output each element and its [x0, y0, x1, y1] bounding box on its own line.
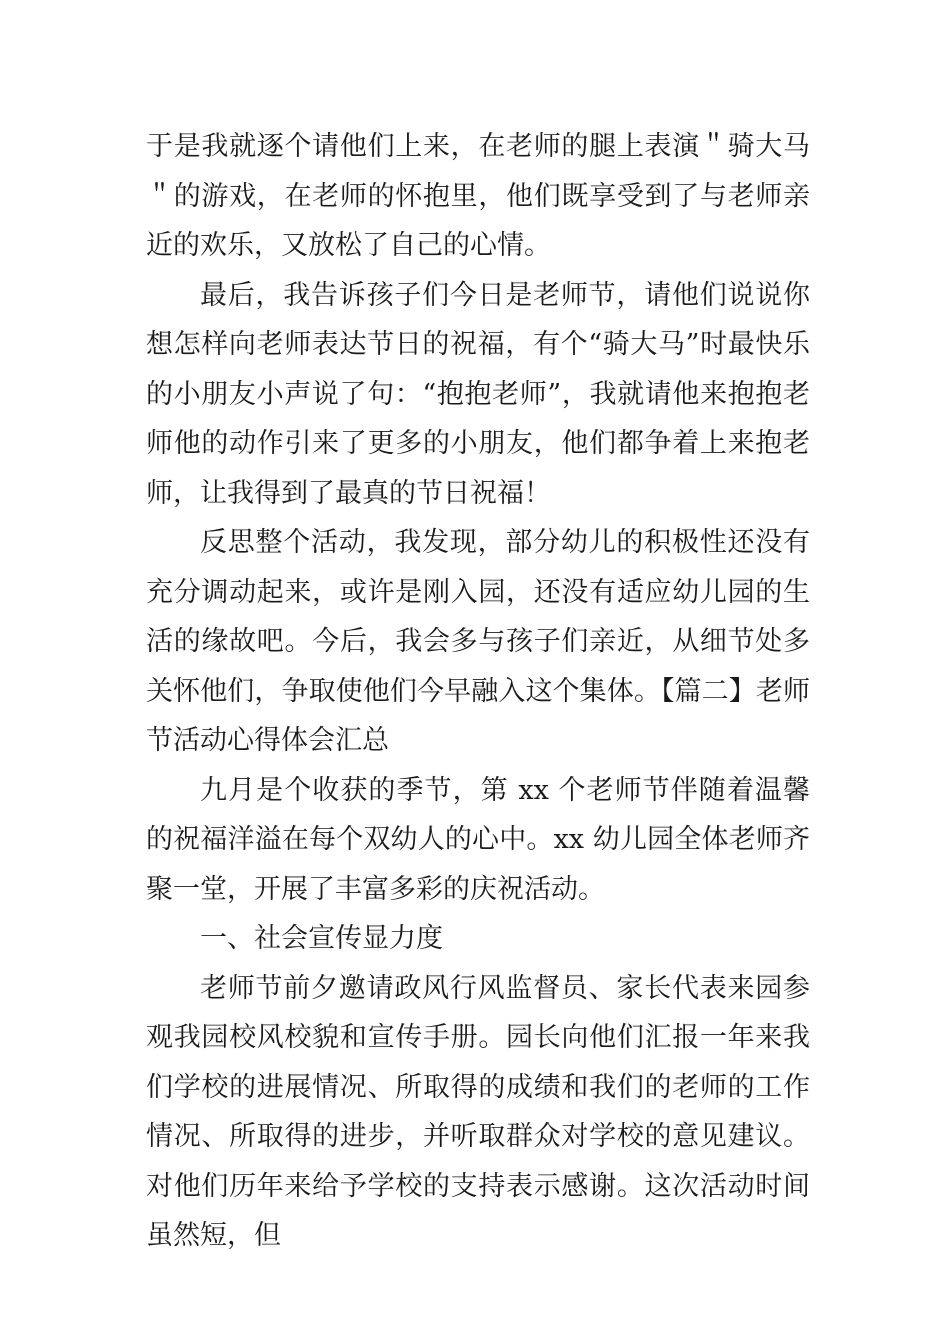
paragraph-2: 最后，我告诉孩子们今日是老师节，请他们说说你想怎样向老师表达节日的祝福，有个“骑大马”时最快乐的小朋友小声说了句：“抱抱老师”，我就请他来抱抱老师他的动作引来了更多的小朋友，他们都争着上来抱老师，让我得到了最真的节日祝福！ [146, 279, 810, 509]
document-body [146, 122, 810, 1261]
section-heading: 一、社会宣传显力度 [200, 923, 443, 954]
paragraph-6: 老师节前夕邀请政风行风监督员、家长代表来园参观我园校风校貌和宣传手册。园长向他们汇报一年来我们学校的进展情况、所取得的成绩和我们的老师的工作情况、所取得的进步，并听取群众对学校的意见建议。对他们历年来给予学校的支持表示感谢。这次活动时间虽然短，但 [146, 972, 810, 1251]
paragraph-4: 九月是个收获的季节，第 xx 个老师节伴随着温馨的祝福洋溢在每个双幼人的心中。xx 幼儿园全体老师齐聚一堂，开展了丰富多彩的庆祝活动。 [146, 774, 810, 905]
paragraph-3: 反思整个活动，我发现，部分幼儿的积极性还没有充分调动起来，或许是刚入园，还没有适应幼儿园的生活的缘故吧。今后，我会多与孩子们亲近，从细节处多关怀他们，争取使他们今早融入这个集体。【篇二】老师节活动心得体会汇总 [146, 527, 810, 756]
paragraph-1: 于是我就逐个请他们上来，在老师的腿上表演＂骑大马＂的游戏，在老师的怀抱里，他们既享受到了与老师亲近的欢乐，又放松了自己的心情。 [146, 131, 810, 261]
